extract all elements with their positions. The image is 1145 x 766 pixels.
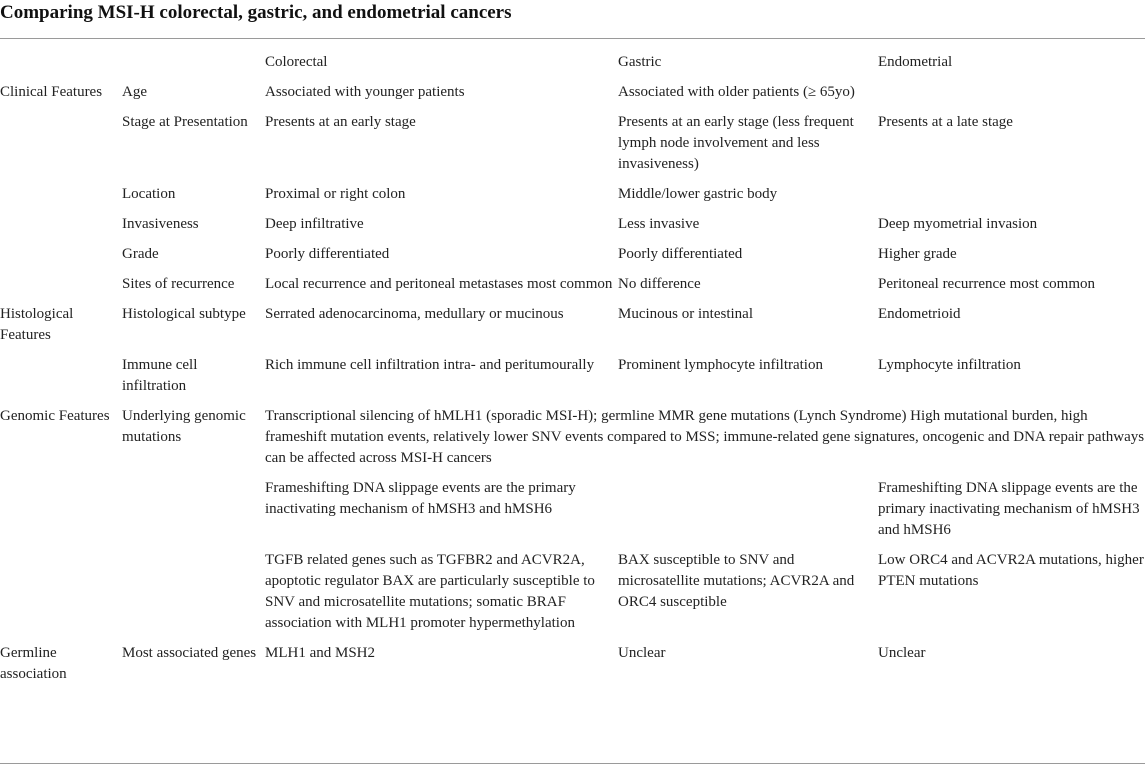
cell-gastric [618,478,878,550]
cell-gastric: Middle/lower gastric body [618,186,778,202]
cell-colorectal: Serrated adenocarcinoma, medullary or mucinous [265,306,564,322]
cell-endometrial: Endometrioid [878,306,961,322]
row-label: Stage at Presentation [122,114,248,130]
cell-endometrial: Higher grade [878,246,957,262]
cell-colorectal: MLH1 and MSH2 [265,645,376,661]
cell-colorectal: Associated with younger patients [265,84,465,100]
section-label: Germline association [0,645,67,682]
table-row [0,214,1145,244]
column-header-colorectal: Colorectal [265,54,328,70]
cell-gastric: Unclear [618,645,666,661]
row-label: Most associated genes [122,645,257,661]
cell-gastric: Poorly differentiated [618,246,743,262]
cell-colorectal: Presents at an early stage [265,114,416,130]
cell-endometrial: Deep myometrial invasion [878,216,1038,232]
cell-gastric: BAX susceptible to SNV and microsatellite mutations; ACVR2A and ORC4 susceptible [618,552,855,610]
row-label: Underlying genomic mutations [122,408,246,445]
cell-endometrial: Low ORC4 and ACVR2A mutations, higher PTEN mutations [878,552,1144,589]
cell-colorectal: Poorly differentiated [265,246,390,262]
table-row [0,184,1145,214]
table-row [0,244,1145,274]
cell-gastric: Associated with older patients (≥ 65yo) [618,84,855,100]
section-label: Clinical Features [0,84,103,100]
table-row [0,112,1145,184]
row-label: Histological subtype [122,306,246,322]
row-label: Age [122,84,147,100]
cell-endometrial: Lymphocyte infiltration [878,357,1021,373]
section-label: Histological Features [0,306,74,343]
table-row [0,478,1145,550]
table-row [0,355,1145,406]
cell-colorectal: Proximal or right colon [265,186,406,202]
cell-gastric: Prominent lymphocyte infiltration [618,357,823,373]
row-label: Grade [122,246,159,262]
cell-colorectal: Rich immune cell infiltration intra- and peritumourally [265,357,595,373]
cell-endometrial [878,184,1145,214]
cell-endometrial: Presents at a late stage [878,114,1013,130]
row-label: Invasiveness [122,216,199,232]
section-label: Genomic Features [0,408,110,424]
table-row [0,82,1145,112]
cell-gastric: No difference [618,276,701,292]
cell-gastric: Less invasive [618,216,700,232]
cell-endometrial: Peritoneal recurrence most common [878,276,1096,292]
cell-colorectal: Deep infiltrative [265,216,364,232]
cell-gastric: Mucinous or intestinal [618,306,753,322]
row-label: Sites of recurrence [122,276,235,292]
table-row [0,643,1145,694]
table-title: Comparing MSI-H colorectal, gastric, and endometrial cancers [0,2,512,23]
column-header-endometrial: Endometrial [878,54,953,70]
cell-shared: Transcriptional silencing of hMLH1 (sporadic MSI-H); germline MMR gene mutations (Lynch Syndrome) High mutational burden, high frameshift mutation events, relatively lower SNV events compared to MSS; immune-related gene signatures, oncogenic and DNA repair pathways can be affected across MSI-H cancers [265,408,1145,466]
row-label: Location [122,186,176,202]
row-label: Immune cell infiltration [122,357,198,394]
cell-endometrial [878,82,1145,112]
column-header-gastric: Gastric [618,54,662,70]
bottom-rule [0,763,1145,764]
cell-endometrial: Frameshifting DNA slippage events are the primary inactivating mechanism of hMSH3 and hMSH6 [878,480,1140,538]
comparison-table [0,52,1145,694]
table-row [0,406,1145,478]
table-row [0,550,1145,643]
cell-endometrial: Unclear [878,645,926,661]
cell-colorectal: Local recurrence and peritoneal metastases most common [265,276,613,292]
cell-colorectal: TGFB related genes such as TGFBR2 and ACVR2A, apoptotic regulator BAX are particularly susceptible to SNV and microsatellite mutations; somatic BRAF association with MLH1 promoter hypermethylation [265,552,595,631]
table-row [0,304,1145,355]
header-row [0,52,1145,82]
cell-gastric: Presents at an early stage (less frequent lymph node involvement and less invasiveness) [618,114,854,172]
top-rule [0,38,1145,39]
table-row [0,274,1145,304]
cell-colorectal: Frameshifting DNA slippage events are the primary inactivating mechanism of hMSH3 and hMSH6 [265,480,576,517]
